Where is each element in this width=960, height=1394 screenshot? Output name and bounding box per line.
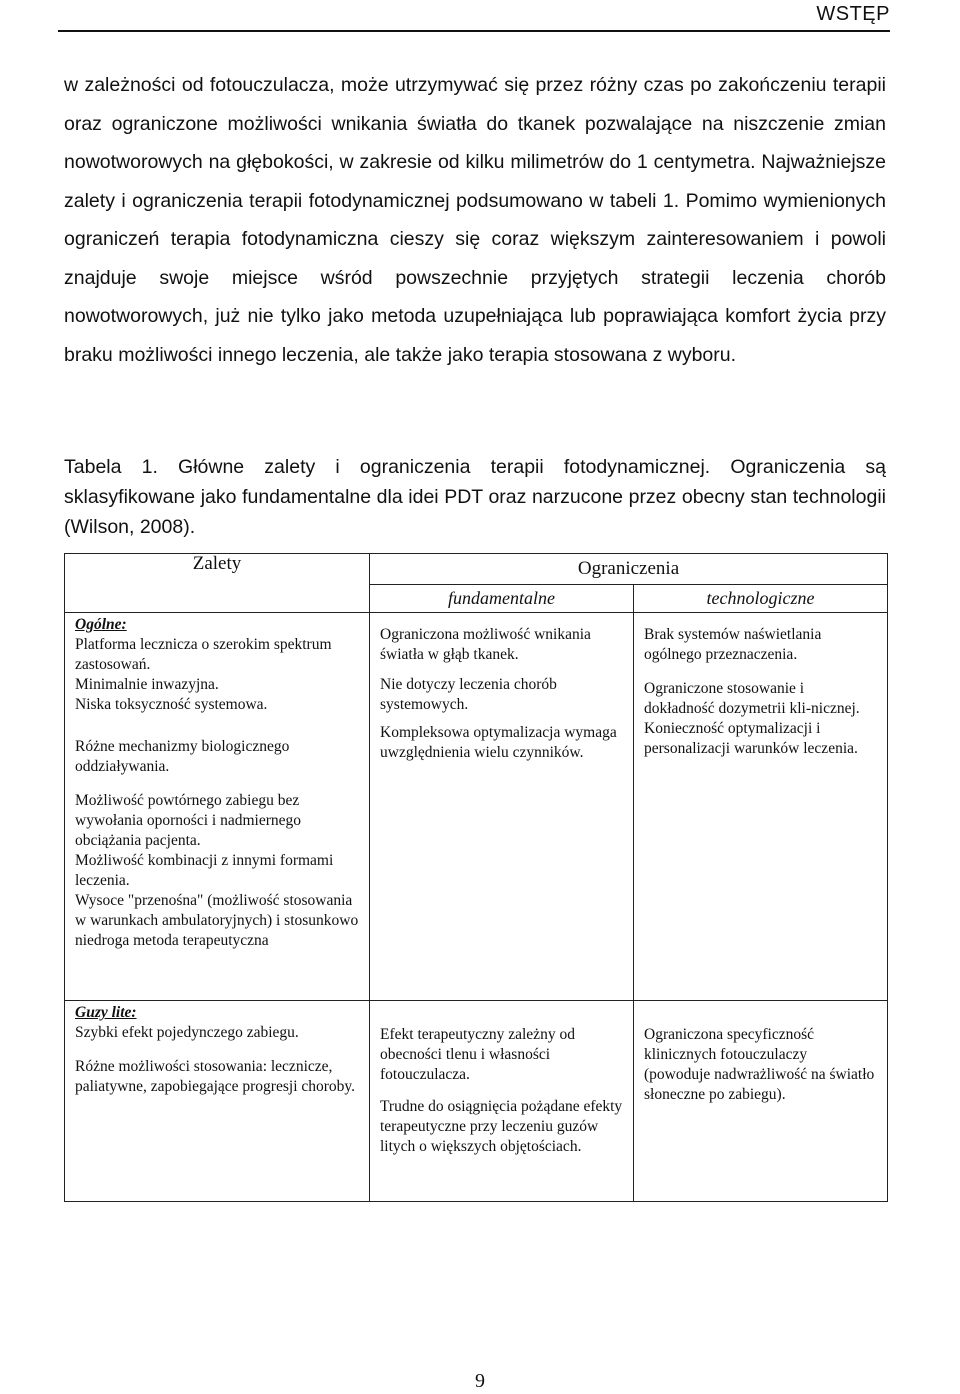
cell-technologiczne-guzy — [634, 1001, 888, 1202]
row-label-guzy-lite: Guzy lite: — [75, 1004, 137, 1021]
header-ograniczenia: Ograniczenia — [370, 554, 888, 585]
paragraph-text: w zależności od fotouczulacza, może utrzymywać się przez różny czas po zakończeniu terapii oraz ograniczone możliwości wnikania światła do tkanek pozwalające na niszczenie zmian nowotworowych na głębokości, w zakresie od kilku milimetrów do 1 centymetra. Najważniejsze zalety i ograniczenia terapii fotodynamicznej podsumowano w tabeli 1. Pomimo wymienionych ograniczeń terapia fotodynamiczna cieszy się coraz większym zainteresowaniem i powoli znajduje swoje miejsce wśród powszechnie przyjętych strategii leczenia chorób nowotworowych, już nie tylko jako metoda uzupełniająca lub poprawiająca komfort życia przy braku możliwości innego leczenia, ale także jako terapia stosowana z wyboru. — [64, 74, 886, 366]
cell-fundamentalne-guzy — [370, 1001, 634, 1202]
cell-fundamentalne-ogolne — [370, 613, 634, 1001]
list-item: Platforma lecznicza o szerokim spektrum zastosowań. — [75, 636, 332, 673]
list-item: Efekt terapeutyczny zależny od obecności tlenu i własności fotouczulacza. — [380, 1026, 575, 1083]
header-fundamentalne: fundamentalne — [370, 585, 634, 613]
list-item: Nie dotyczy leczenia chorób systemowych. — [380, 676, 557, 713]
list-item: Trudne do osiągnięcia pożądane efekty terapeutyczne przy leczeniu guzów litych o większych objętościach. — [380, 1098, 623, 1155]
list-item: Ograniczona specyficzność klinicznych fotouczulaczy (powoduje nadwrażliwość na światło słoneczne po zabiegu). — [644, 1026, 875, 1103]
list-item: Ograniczona możliwość wnikania światła w głąb tkanek. — [380, 626, 591, 663]
list-item: Brak systemów naświetlania ogólnego przeznaczenia. — [644, 626, 822, 663]
list-item: Wysoce "przenośna" (możliwość stosowania w warunkach ambulatoryjnych) i stosunkowo niedroga metoda terapeutyczna — [75, 892, 359, 949]
caption-text: Tabela 1. Główne zalety i ograniczenia terapii fotodynamicznej. Ograniczenia są sklasyfikowane jako fundamentalne dla idei PDT oraz narzucone przez obecny stan technologii (Wilson, 2008). — [64, 456, 886, 538]
list-item: Ograniczone stosowanie i dokładność dozymetrii kli-nicznej. Konieczność optymalizacji i personalizacji warunków leczenia. — [644, 680, 860, 757]
table-caption — [64, 452, 886, 542]
list-item: Kompleksowa optymalizacja wymaga uwzględnienia wielu czynników. — [380, 724, 617, 761]
table-row-ogolne — [65, 613, 888, 1001]
advantages-limitations-table — [64, 553, 888, 1202]
cell-technologiczne-ogolne — [634, 613, 888, 1001]
list-item: Możliwość kombinacji z innymi formami leczenia. — [75, 852, 334, 889]
cell-zalety-guzy — [65, 1001, 370, 1202]
page-header — [58, 0, 890, 32]
list-item: Różne mechanizmy biologicznego oddziaływania. — [75, 738, 290, 775]
header-technologiczne: technologiczne — [634, 585, 888, 613]
table-row-guzy-lite — [65, 1001, 888, 1202]
body-paragraph — [64, 66, 886, 374]
row-label-ogolne: Ogólne: — [75, 616, 127, 633]
list-item: Możliwość powtórnego zabiegu bez wywołania oporności i nadmiernego obciążania pacjenta. — [75, 792, 301, 849]
list-item: Minimalnie inwazyjna. — [75, 676, 219, 693]
list-item: Szybki efekt pojedynczego zabiegu. — [75, 1024, 299, 1041]
list-item: Różne możliwości stosowania: lecznicze, paliatywne, zapobiegające progresji choroby. — [75, 1058, 356, 1095]
cell-zalety-ogolne — [65, 613, 370, 1001]
header-zalety: Zalety — [65, 554, 370, 613]
list-item: Niska toksyczność systemowa. — [75, 696, 268, 713]
page-number: 9 — [475, 1370, 485, 1392]
header-title: WSTĘP — [816, 3, 890, 25]
